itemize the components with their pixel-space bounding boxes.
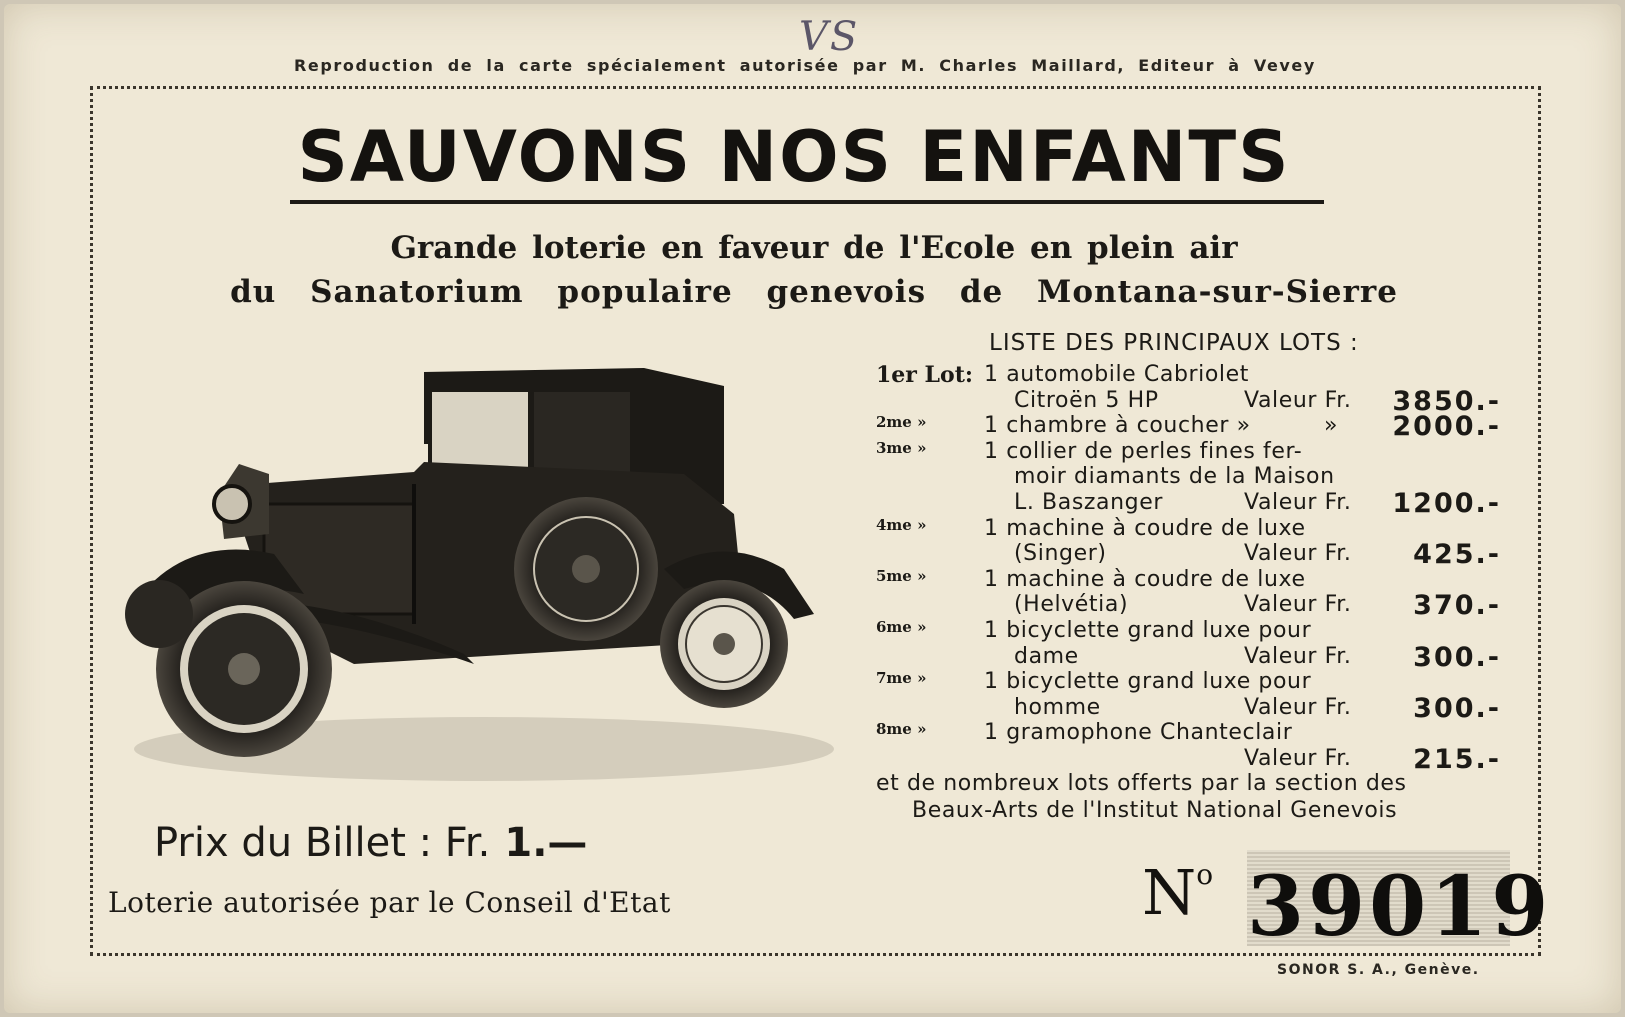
lot-continuation: Citroën 5 HP	[1014, 387, 1159, 413]
printer-credit: SONOR S. A., Genève.	[1277, 962, 1480, 978]
extra-lots-line-2: Beaux-Arts de l'Institut National Genevois	[912, 798, 1398, 823]
lot-value: 3850.-	[1392, 385, 1501, 417]
price-label: Prix du Billet : Fr.	[154, 820, 491, 866]
lot-value-label: Valeur Fr.	[1244, 489, 1352, 515]
lot-description: 1 machine à coudre de luxe	[984, 566, 1306, 592]
extra-lots-line-1: et de nombreux lots offerts par la section des	[876, 771, 1407, 796]
lot-description: 1 automobile Cabriolet	[984, 362, 1250, 387]
lot-description: 1 machine à coudre de luxe	[984, 515, 1306, 541]
lot-description: 1 bicyclette grand luxe pour	[984, 669, 1312, 695]
subtitle	[194, 226, 1434, 314]
lot-continuation: dame	[1014, 643, 1079, 669]
lot-ordinal: 7me »	[876, 669, 927, 688]
lot-ordinal: 4me »	[876, 515, 927, 534]
ticket-number: 39019	[1247, 859, 1553, 955]
reproduction-note: Reproduction de la carte spécialement autorisée par M. Charles Maillard, Editeur à Vevey	[294, 56, 1316, 75]
lot-item-2	[876, 411, 1516, 443]
lot-item-1	[876, 362, 1516, 417]
lot-ordinal: 3me »	[876, 438, 927, 457]
ticket-number-label: $N^o$	[1142, 856, 1214, 929]
lot-description: 1 chambre à coucher »	[984, 413, 1251, 439]
lots-list	[876, 362, 1516, 775]
price-amount: 1.—	[504, 820, 588, 866]
lot-ordinal: 5me »	[876, 566, 927, 585]
car-illustration	[124, 364, 854, 794]
lot-description: 1 collier de perles fines fer-	[984, 438, 1303, 464]
lot-value-label: Valeur Fr.	[1244, 592, 1352, 618]
handwritten-mark: VS	[799, 14, 860, 60]
lot-value: 300.-	[1413, 641, 1501, 673]
lottery-ticket-card	[4, 4, 1621, 1013]
lot-value-label: Valeur Fr.	[1244, 694, 1352, 720]
lot-value-label: Valeur Fr.	[1244, 387, 1352, 413]
lot-continuation: moir diamants de la Maison	[1014, 464, 1335, 490]
lot-item-6	[876, 617, 1516, 673]
lot-description: 1 gramophone Chanteclair	[984, 720, 1293, 746]
extra-lots-note	[876, 770, 1516, 824]
lot-item-5	[876, 566, 1516, 622]
title-underline	[290, 200, 1324, 204]
lot-continuation: (Helvétia)	[1014, 592, 1129, 618]
lot-value: 215.-	[1413, 743, 1501, 775]
lot-continuation: L. Baszanger	[1014, 489, 1163, 515]
lot-item-7	[876, 669, 1516, 724]
lot-ordinal: 8me »	[876, 720, 927, 739]
subtitle-line-1: Grande loterie en faveur de l'Ecole en plein air	[390, 230, 1238, 266]
lot-value-label: Valeur Fr.	[1244, 643, 1352, 669]
lot-item-3	[876, 438, 1516, 519]
lot-value-label: Valeur Fr.	[1244, 745, 1352, 771]
lot-continuation: homme	[1014, 694, 1101, 720]
lot-ordinal: 1er Lot:	[876, 362, 973, 388]
authorization-note: Loterie autorisée par le Conseil d'Etat	[108, 886, 671, 919]
page-title: SAUVONS NOS ENFANTS	[297, 116, 1291, 198]
lot-value: 2000.-	[1392, 411, 1501, 443]
ticket-price	[154, 820, 587, 866]
lot-item-4	[876, 515, 1516, 571]
lot-ordinal: 2me »	[876, 413, 927, 432]
lots-heading: LISTE DES PRINCIPAUX LOTS :	[989, 330, 1359, 356]
lot-value: 370.-	[1413, 590, 1501, 622]
lot-value-label: »	[1324, 413, 1339, 439]
lot-value: 1200.-	[1392, 487, 1501, 519]
lot-value: 425.-	[1413, 539, 1501, 571]
lot-item-8	[876, 720, 1516, 775]
lot-ordinal: 6me »	[876, 617, 927, 636]
lot-value-label: Valeur Fr.	[1244, 541, 1352, 567]
subtitle-line-2: du Sanatorium populaire genevois de Montana-sur-Sierre	[230, 274, 1398, 310]
lot-value: 300.-	[1413, 692, 1501, 724]
lot-description: 1 bicyclette grand luxe pour	[984, 617, 1312, 643]
lot-continuation: (Singer)	[1014, 541, 1107, 567]
